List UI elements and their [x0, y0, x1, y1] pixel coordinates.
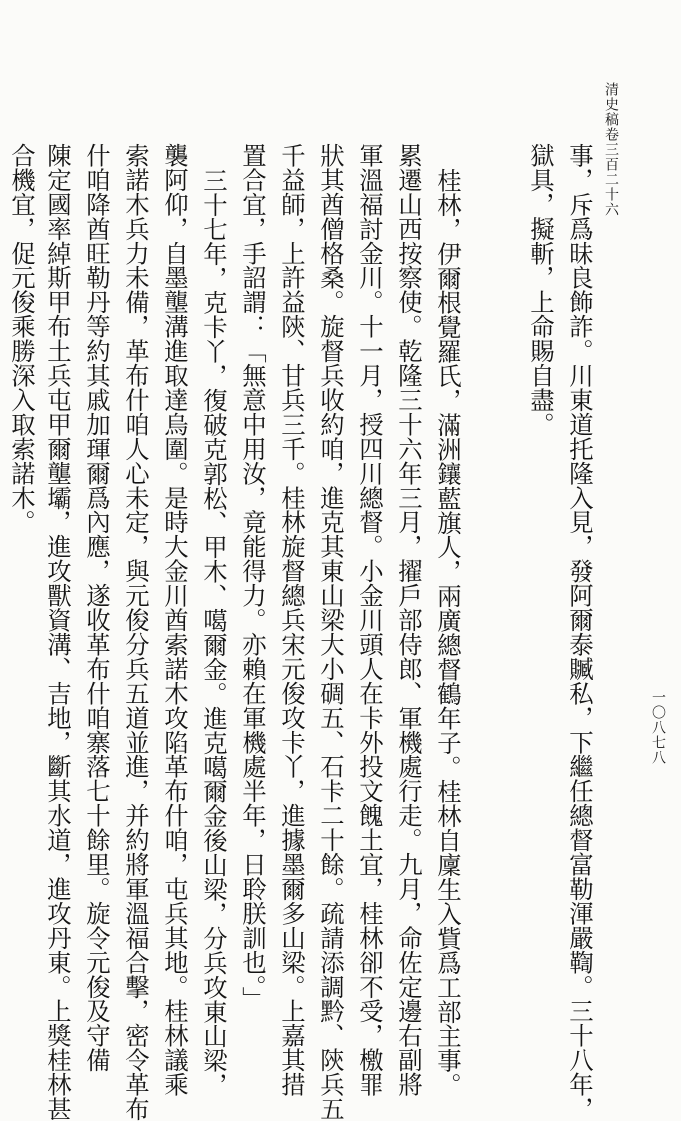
running-header: 清史稿卷三百二十六 — [603, 82, 619, 217]
text-column-9: 三十七年，克卡丫，復破克郭松、甲木、噶爾金。進克噶爾金後山梁，分兵攻東山梁， — [199, 168, 228, 1098]
text-column-10: 襲阿仰，自墨壟溝進取達烏圍。是時大金川酋索諾木攻陷革布什咱，屯兵其地。桂林議乘 — [160, 143, 189, 1097]
text-column-5: 軍溫福討金川。十一月，授四川總督。小金川頭人在卡外投文餽土宜，桂林卻不受，檄罪 — [355, 143, 384, 1097]
text-column-11: 索諾木兵力未備，革布什咱人心未定，與元俊分兵五道並進，并約將軍溫福合擊，密令革布 — [121, 143, 150, 1121]
text-column-7: 千益師，上許益陝、甘兵三千。桂林旋督總兵宋元俊攻卡丫，進據墨爾多山梁。上嘉其措 — [277, 143, 306, 1097]
text-column-14: 合機宜，促元俊乘勝深入取索諾木。 — [7, 143, 36, 535]
text-column-12: 什咱降酋旺勒丹等約其戚加琿爾爲內應，遂收革布什咱寨落七十餘里。旋令元俊及守備 — [82, 143, 111, 1073]
text-column-8: 置合宜，手詔謂：「無意中用汝，竟能得力。亦賴在軍機處半年，日聆朕訓也。」 — [238, 143, 267, 1011]
text-column-3: 桂林，伊爾根覺羅氏，滿洲鑲藍旗人，兩廣總督鶴年子。桂林自廩生入貲爲工部主事。 — [433, 168, 462, 1098]
text-column-4: 累遷山西按察使。乾隆三十六年三月，擢戶部侍郎、軍機處行走。九月，命佐定邊右副將 — [394, 143, 423, 1097]
text-column-13: 陳定國率綽斯甲布土兵屯甲爾壟壩，進攻獸資溝、吉地，斷其水道，進攻丹東。上獎桂林甚 — [43, 143, 72, 1121]
text-column-1: 事，斥爲昧良飾詐。川東道托隆入見，發阿爾泰贓私，下繼任總督富勒渾嚴鞫。三十八年， — [565, 143, 594, 1121]
text-column-2: 獄具，擬斬，上命賜自盡。 — [526, 143, 555, 437]
page-number: 一〇八七八 — [650, 690, 666, 765]
text-column-6: 狀其酋僧格桑。旋督兵收約咱，進克其東山梁大小碉五、石卡二十餘。疏請添調黔、陝兵五 — [316, 143, 345, 1121]
